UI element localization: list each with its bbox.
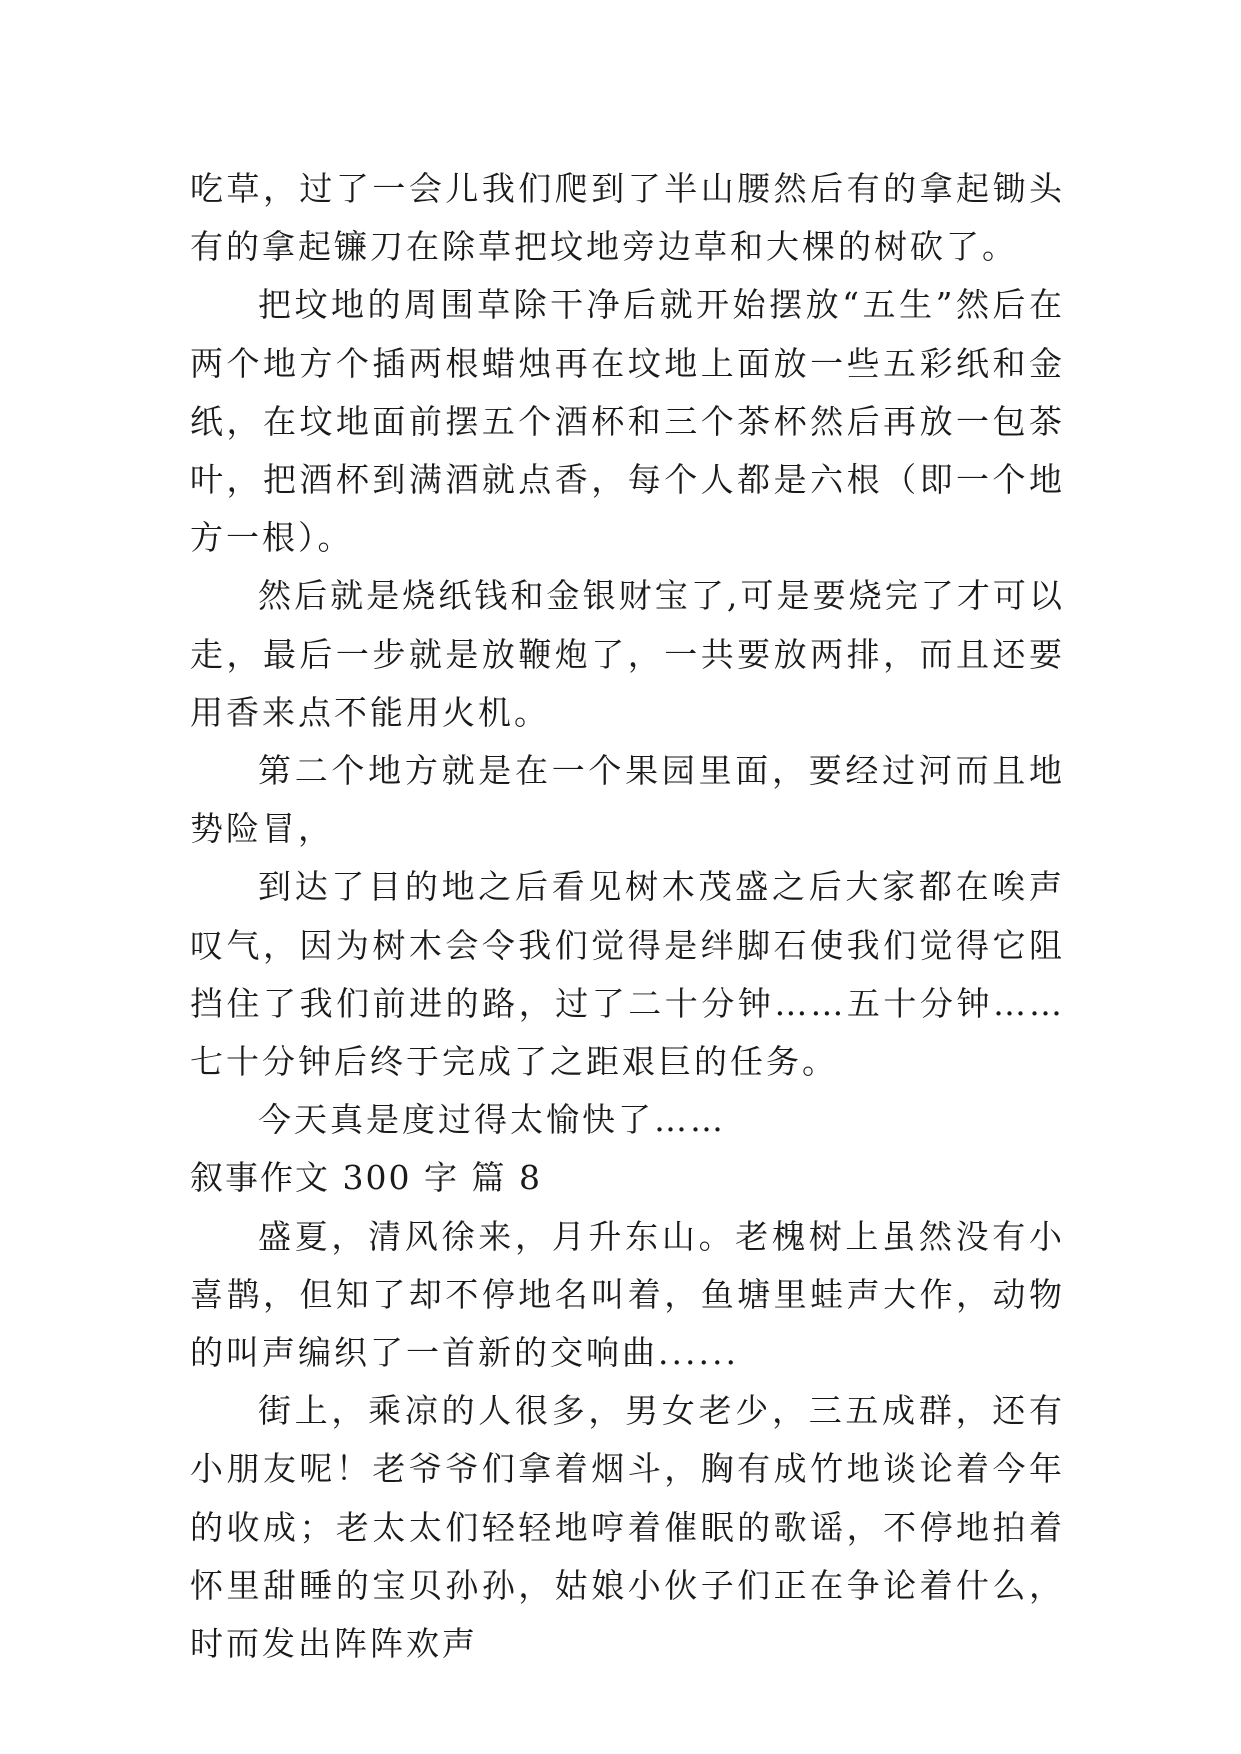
paragraph: 今天真是度过得太愉快了……	[258, 1100, 726, 1140]
paragraph: 街上，乘凉的人很多，男女老少，三五成群，还有小朋友呢！老爷爷们拿着烟斗，胸有成竹地谈论着今年的收成；老太太们轻轻地哼着催眠的歌谣，不停地拍着怀里甜睡的宝贝孙孙，姑娘小伙子们正在争论着什么，时而发出阵阵欢声	[190, 1391, 1065, 1664]
paragraph: 第二个地方就是在一个果园里面，要经过河而且地势险冒，	[190, 751, 1065, 849]
section-heading: 叙事作文 300 字 篇 8	[190, 1158, 542, 1198]
paragraph: 盛夏，清风徐来，月升东山。老槐树上虽然没有小喜鹊，但知了却不停地名叫着，鱼塘里蛙声大作，动物的叫声编织了一首新的交响曲......	[190, 1216, 1065, 1373]
document-body	[190, 160, 1065, 1673]
paragraph: 到达了目的地之后看见树木茂盛之后大家都在唉声叹气，因为树木会令我们觉得是绊脚石使我们觉得它阻挡住了我们前进的路，过了二十分钟……五十分钟……七十分钟后终于完成了之距艰巨的任务。	[190, 867, 1065, 1082]
paragraph: 把坟地的周围草除干净后就开始摆放“五生”然后在两个地方个插两根蜡烛再在坟地上面放一些五彩纸和金纸，在坟地面前摆五个酒杯和三个茶杯然后再放一包茶叶，把酒杯到满酒就点香，每个人都是六根（即一个地方一根）。	[190, 285, 1065, 558]
paragraph: 吃草，过了一会儿我们爬到了半山腰然后有的拿起锄头有的拿起镰刀在除草把坟地旁边草和大棵的树砍了。	[190, 169, 1065, 267]
paragraph: 然后就是烧纸钱和金银财宝了,可是要烧完了才可以走，最后一步就是放鞭炮了，一共要放两排，而且还要用香来点不能用火机。	[190, 576, 1065, 732]
